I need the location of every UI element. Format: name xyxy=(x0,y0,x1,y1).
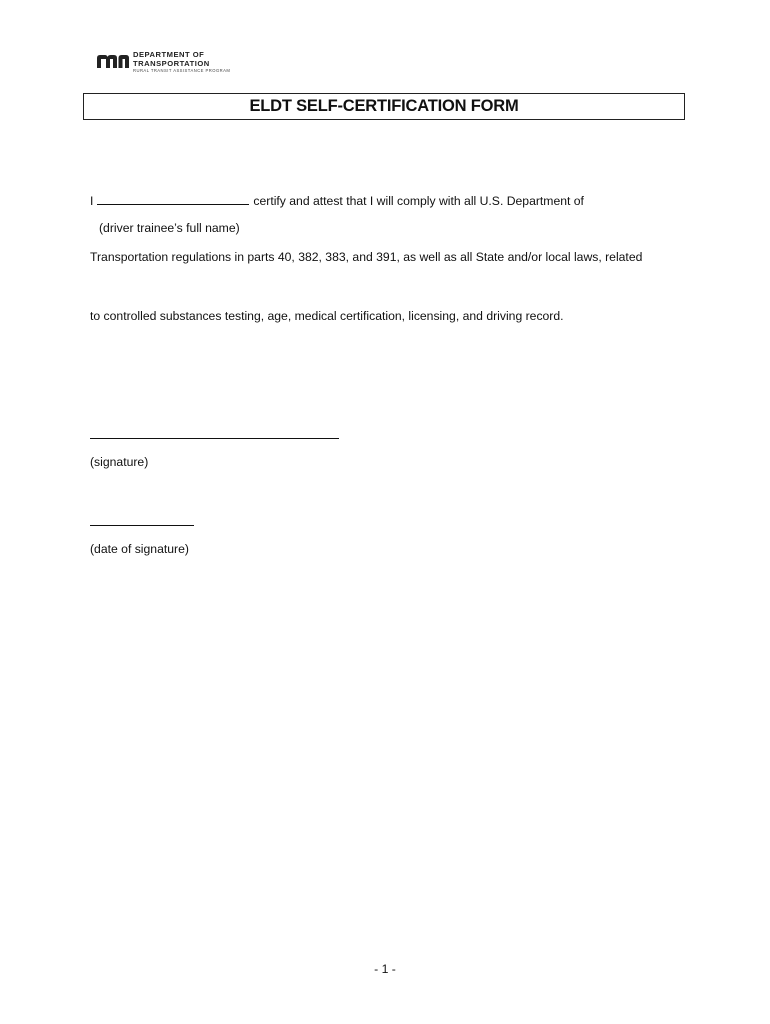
certification-line-1 xyxy=(90,192,584,208)
mn-logo-icon xyxy=(96,53,130,69)
mndot-logo xyxy=(96,50,230,76)
certification-line-3: to controlled substances testing, age, medical certification, licensing, and driving record. xyxy=(90,309,564,323)
signature-line[interactable] xyxy=(90,438,339,439)
logo-program: RURAL TRANSIT ASSISTANCE PROGRAM xyxy=(133,68,231,74)
signature-label: (signature) xyxy=(90,455,149,469)
page-number: - 1 - xyxy=(374,962,396,976)
line1-prefix: I xyxy=(90,194,94,208)
name-caption: (driver trainee’s full name) xyxy=(99,221,240,235)
date-label: (date of signature) xyxy=(90,542,189,556)
trainee-name-blank[interactable] xyxy=(97,192,249,205)
line1-suffix: certify and attest that I will comply with all U.S. Department of xyxy=(253,194,584,208)
form-title: ELDT SELF-CERTIFICATION FORM xyxy=(249,97,519,115)
logo-text xyxy=(133,50,230,73)
date-line[interactable] xyxy=(90,525,194,526)
certification-line-2: Transportation regulations in parts 40, 382, 383, and 391, as well as all State and/or local laws, related xyxy=(90,250,643,264)
title-box xyxy=(83,93,685,120)
logo-transportation: TRANSPORTATION xyxy=(133,58,210,68)
logo-dept-of: DEPARTMENT OF xyxy=(133,50,205,59)
